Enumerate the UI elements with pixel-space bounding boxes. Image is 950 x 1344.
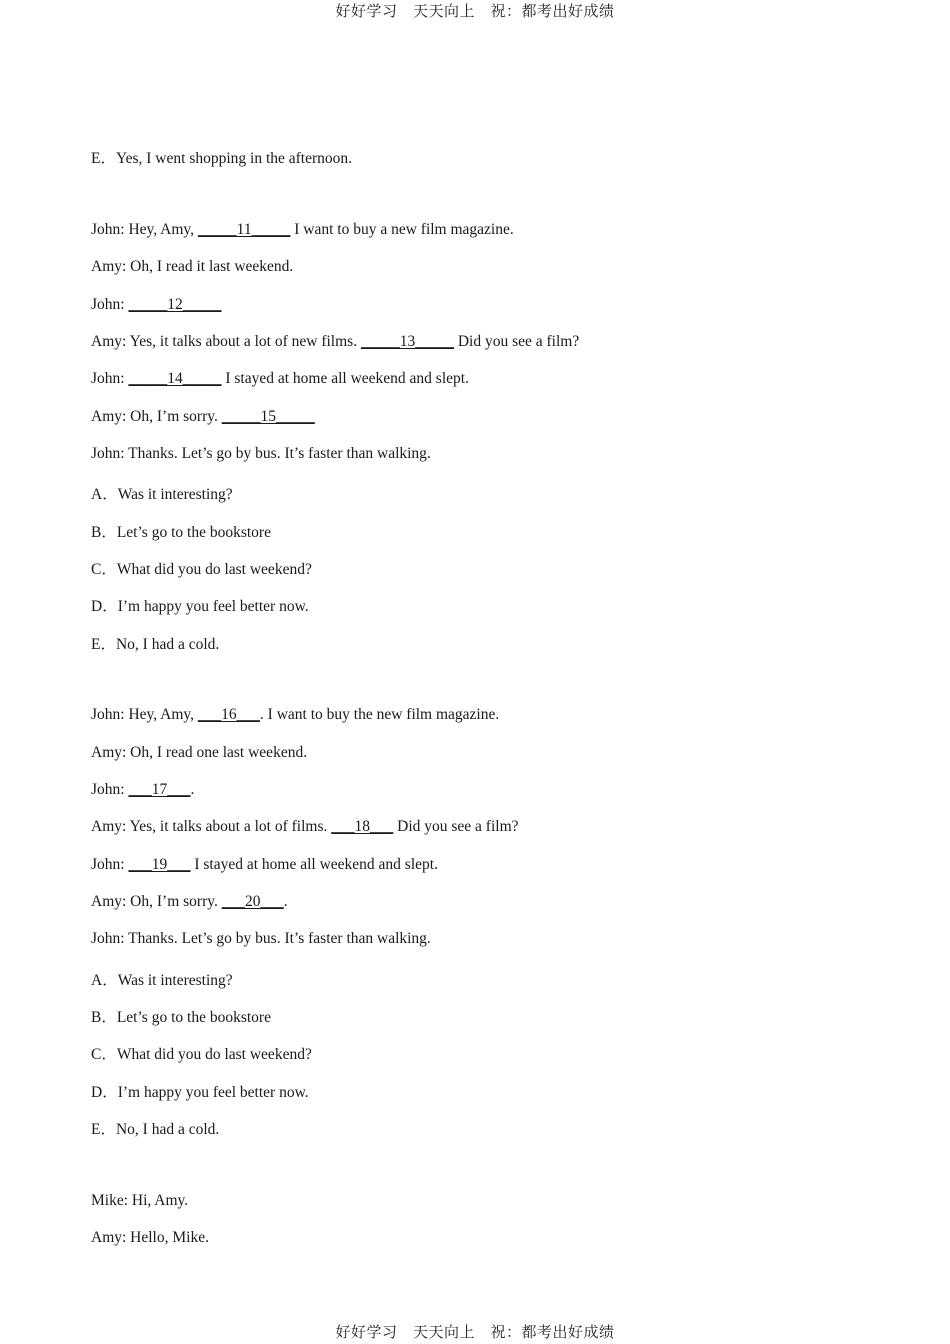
option-b: B．Let’s go to the bookstore <box>91 1009 271 1026</box>
option-b: B．Let’s go to the bookstore <box>91 524 271 541</box>
dialogue-line-6 <box>91 408 315 426</box>
blank-20: ___20___ <box>221 893 284 910</box>
option-c: C．What did you do last weekend? <box>91 561 312 578</box>
page-footer: 好好学习 天天向上 祝：都考出好成绩 <box>335 1323 615 1341</box>
option-a: A．Was it interesting? <box>91 972 233 989</box>
dialogue-line-2: Amy: Oh, I read it last weekend. <box>91 258 294 275</box>
speaker-text: John: <box>91 781 129 798</box>
dialogue-line-1 <box>91 706 499 724</box>
option-e: E．No, I had a cold. <box>91 636 220 653</box>
speaker-text: Amy: Oh, I’m sorry. <box>91 408 222 425</box>
blank-18: ___18___ <box>331 818 394 835</box>
option-e-line: E．Yes, I went shopping in the afternoon. <box>91 150 353 167</box>
option-a: A．Was it interesting? <box>91 486 233 503</box>
line-text: I stayed at home all weekend and slept. <box>221 370 469 387</box>
dialogue-line-5 <box>91 370 469 388</box>
dialogue-line-3 <box>91 781 194 799</box>
blank-14: _____14_____ <box>128 370 222 387</box>
dialogue-line-4 <box>91 818 519 836</box>
dialogue-line-2: Amy: Hello, Mike. <box>91 1229 209 1246</box>
dialogue-line-7: John: Thanks. Let’s go by bus. It’s faster than walking. <box>91 930 431 947</box>
dialogue-line-5 <box>91 856 438 874</box>
line-text: . I want to buy the new film magazine. <box>259 706 500 723</box>
line-text: I want to buy a new film magazine. <box>290 221 514 238</box>
blank-15: _____15_____ <box>221 408 315 425</box>
speaker-text: John: <box>91 370 129 387</box>
option-d: D．I’m happy you feel better now. <box>91 598 309 615</box>
option-c: C．What did you do last weekend? <box>91 1046 312 1063</box>
dialogue-line-1 <box>91 221 514 239</box>
blank-13: _____13_____ <box>360 333 454 350</box>
speaker-text: John: <box>91 856 129 873</box>
dialogue-line-6 <box>91 893 288 911</box>
speaker-text: Amy: Yes, it talks about a lot of films. <box>91 818 332 835</box>
blank-17: ___17___ <box>128 781 191 798</box>
blank-12: _____12_____ <box>128 296 222 313</box>
blank-11: _____11_____ <box>197 221 291 238</box>
option-e: E．No, I had a cold. <box>91 1121 220 1138</box>
line-text: Did you see a film? <box>393 818 519 835</box>
dialogue-line-4 <box>91 333 579 351</box>
dialogue-line-7: John: Thanks. Let’s go by bus. It’s faster than walking. <box>91 445 431 462</box>
speaker-text: Amy: Yes, it talks about a lot of new films. <box>91 333 361 350</box>
line-text: . <box>190 781 195 798</box>
blank-16: ___16___ <box>197 706 260 723</box>
line-text: . <box>283 893 288 910</box>
line-text: Did you see a film? <box>453 333 580 350</box>
speaker-text: Amy: Oh, I’m sorry. <box>91 893 222 910</box>
blank-19: ___19___ <box>128 856 191 873</box>
option-d: D．I’m happy you feel better now. <box>91 1084 309 1101</box>
speaker-text: John: <box>91 296 129 313</box>
page-header: 好好学习 天天向上 祝：都考出好成绩 <box>335 2 615 20</box>
speaker-text: John: Hey, Amy, <box>91 706 198 723</box>
dialogue-line-2: Amy: Oh, I read one last weekend. <box>91 744 308 761</box>
dialogue-line-3 <box>91 296 221 314</box>
speaker-text: John: Hey, Amy, <box>91 221 198 238</box>
dialogue-line-1: Mike: Hi, Amy. <box>91 1192 189 1209</box>
line-text: I stayed at home all weekend and slept. <box>190 856 438 873</box>
